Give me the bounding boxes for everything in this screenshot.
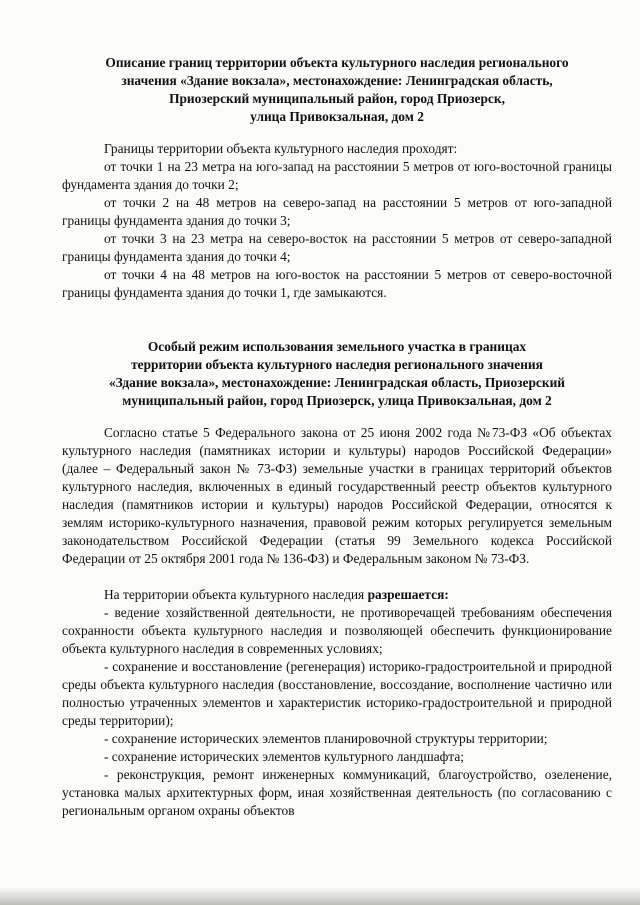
heading-line: территории объекта культурного наследия регионального значения — [131, 357, 543, 372]
heading-line: Описание границ территории объекта культурного наследия регионального — [105, 55, 569, 70]
section1-heading — [62, 54, 612, 126]
boundary-item: от точки 1 на 23 метра на юго-запад на расстоянии 5 метров от юго-восточной границы фундамента здания до точки 2; — [62, 159, 612, 192]
law-paragraph: Согласно статье 5 Федерального закона от 25 июня 2002 года №73-ФЗ «Об объектах культурного наследия (памятниках истории и культуры) народов Российской Федерации» (далее – Федеральный закон № 73-ФЗ) земельные участки в границах территорий объектов культурного наследия, включенных в единый государственный реестр объектов культурного наследия (памятников истории и культуры) народов Российской Федерации, относятся к землям историко-культурного назначения, правовой режим которых регулируется земельным законодательством Российской Федерации (статья 99 Земельного кодекса Российской Федерации от 25 октября 2001 года № 136-ФЗ) и Федеральным законом № 73-ФЗ. — [62, 425, 612, 566]
document-page — [62, 54, 612, 820]
boundaries-intro: Границы территории объекта культурного наследия проходят: — [104, 141, 458, 156]
boundary-item: от точки 3 на 23 метра на северо-восток на расстоянии 5 метров от северо-западной границы фундамента здания до точки 4; — [62, 231, 612, 264]
allowed-intro — [62, 586, 612, 604]
allowed-keyword: разрешается: — [367, 587, 449, 602]
heading-line: улица Привокзальная, дом 2 — [250, 109, 424, 124]
heading-line: значения «Здание вокзала», местонахождение: Ленинградская область, — [121, 73, 553, 88]
boundary-item: от точки 2 на 48 метров на северо-запад на расстоянии 5 метров от юго-западной границы фундамента здания до точки 3; — [62, 195, 612, 228]
boundary-item: от точки 4 на 48 метров на юго-восток на расстоянии 5 метров от северо-восточной границы фундамента здания до точки 1, где замыкаются. — [62, 267, 612, 300]
allowed-item: - ведение хозяйственной деятельности, не противоречащей требованиям обеспечения сохранности объекта культурного наследия и позволяющей обеспечить функционирование объекта культурного наследия в современных условиях; — [62, 605, 612, 656]
allowed-intro-text: На территории объекта культурного наследия — [104, 587, 368, 602]
heading-line: «Здание вокзала», местонахождение: Ленинградская область, Приозерский — [108, 375, 566, 390]
allowed-item: - сохранение исторических элементов планировочной структуры территории; — [104, 731, 548, 746]
heading-line: Приозерский муниципальный район, город Приозерск, — [169, 91, 505, 106]
scan-bottom-edge — [0, 887, 640, 905]
allowed-item: - сохранение и восстановление (регенерация) историко-градостроительной и природной среды объекта культурного наследия (восстановление, воссоздание, восполнение частично или полностью утраченных элементов и характеристик историко-градостроительной и природной среды территории); — [62, 659, 612, 728]
section2-heading — [62, 338, 612, 410]
allowed-item: - сохранение исторических элементов культурного ландшафта; — [104, 749, 464, 764]
allowed-item: - реконструкция, ремонт инженерных коммуникаций, благоустройство, озеленение, установка малых архитектурных форм, иная хозяйственная деятельность (по согласованию с региональным органом охраны объектов — [62, 767, 612, 818]
heading-line: Особый режим использования земельного участка в границах — [147, 339, 527, 354]
heading-line: муниципальный район, город Приозерск, улица Привокзальная, дом 2 — [122, 393, 552, 408]
